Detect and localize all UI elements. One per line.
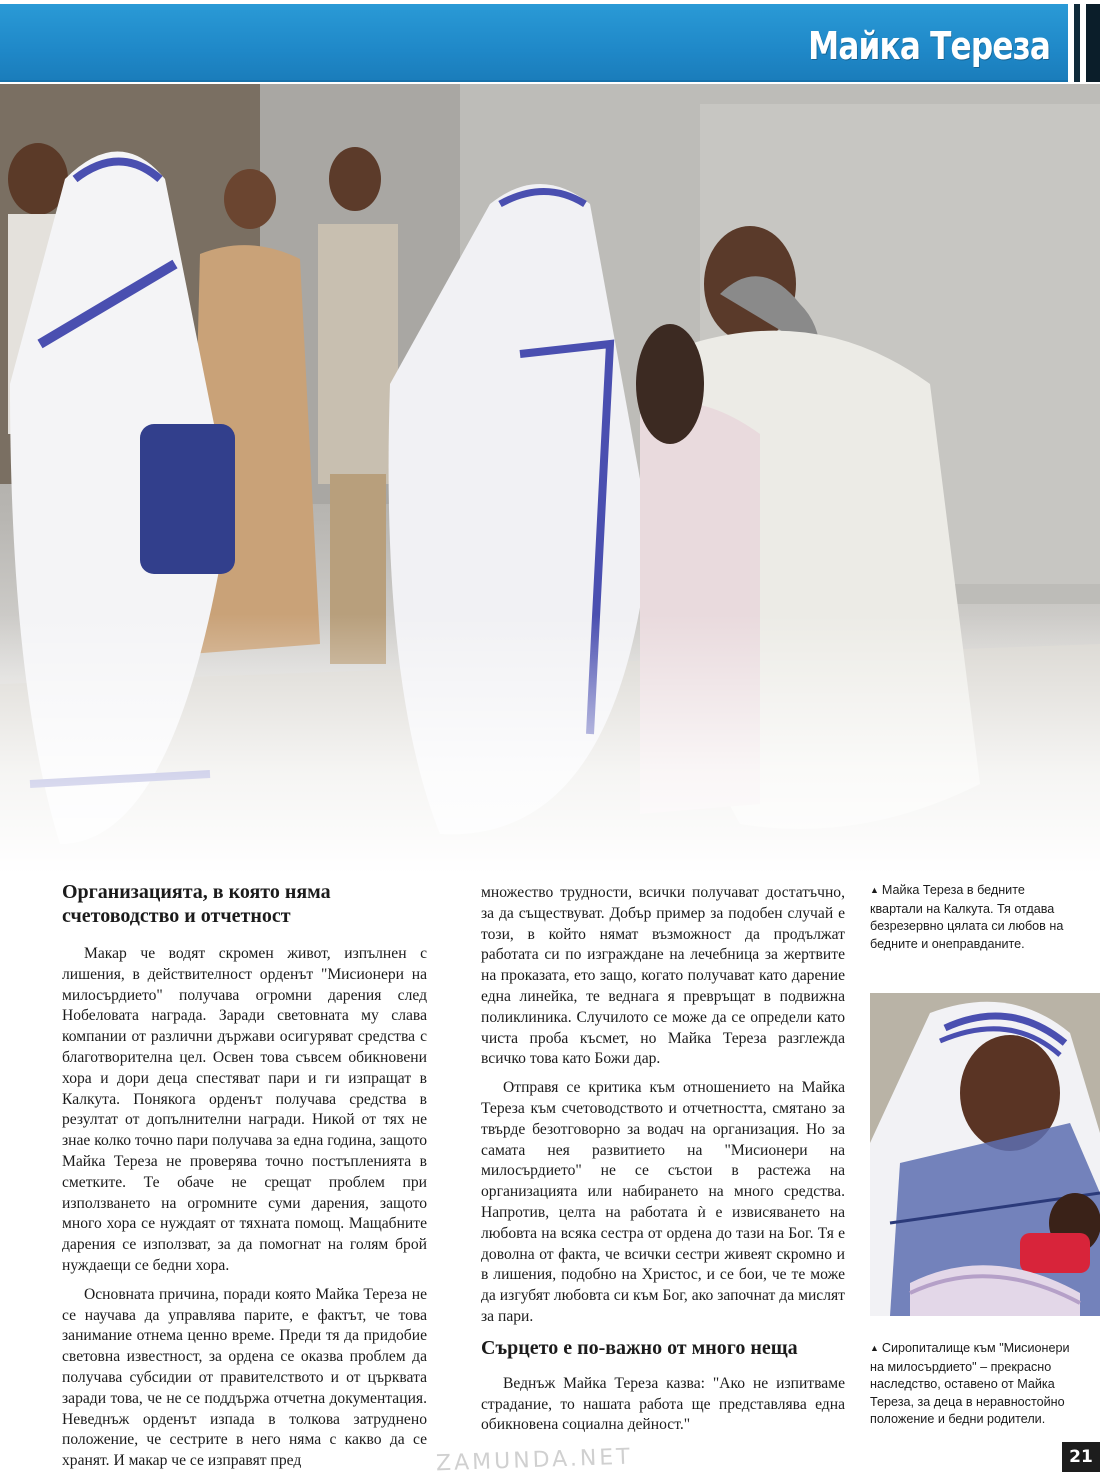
caption-text: Майка Тереза в бедните квартали на Калкута. Тя отдава безрезервно цялата си любов на бедните и онеправданите. xyxy=(870,883,1064,951)
page-number: 21 xyxy=(1062,1442,1100,1472)
paragraph-continuation: множество трудности, всички получават достатъчно, за да съществуват. Добър пример за подобен случай е този, в който нямат възможност да продължат работата си по изграждане на лечебница за жертвите на проказата, ето защо, когато получават като дарение една линейка, те веднага я превръщат в подвижна поликлиника. Случилото се може да се определи като чиста проба късмет, но Майка Тереза разглежда всичко това като Божи дар. xyxy=(481,884,845,1068)
caption-marker-icon: ▲ xyxy=(870,1343,879,1353)
header-accent-stripe xyxy=(1074,4,1080,82)
page-title: Майка Тереза xyxy=(807,24,1050,68)
photo-caption-orphanage xyxy=(870,1340,1075,1429)
main-photo xyxy=(0,84,1100,874)
article-column-left xyxy=(62,880,427,1480)
paragraph: Основната причина, поради която Майка Тереза не се научава да управлява парите, е фактът, че това занимание отнема ценно време. Преди тя да придобие световна известност, за ордена се оказва проблем да получава субсидии от правителството и от църквата заради това, че не се поддържа отчетна документация. Неведнъж орденът изпада в толкова затруднено положение, че сестрите в него няма с какво да се хранят. И макар че се изправят пред xyxy=(62,1285,427,1470)
paragraph: Макар че водят скромен живот, изпълнен с лишения, в действителност орденът "Мисионери на милосърдието" получава огромни дарения след Нобеловата награда. Заради световната му слава компании от различни държави осигуряват средства с благотворителна цел. Освен това съвсем обикновени хора и дори деца спестяват пари и ги изпращат в Калкута. Понякога орденът получава средства в резултат от допълнителни награди. Никой от тях не знае колко точно пари получава за една година, защото Майка Тереза не проверява точно постъпленията в сметките. Те обаче не срещат проблем при използването на огромните суми дарения, защото много хора се нуждаят от тяхната помощ. Мащабните дарения се използват, за да помогнат на голям брой нуждаещи се бедни хора. xyxy=(62,945,427,1274)
orphanage-photo xyxy=(870,993,1100,1316)
article-heading-1: Организацията, в която няма счетоводство и отчетност xyxy=(62,881,331,927)
paragraph: Отправя се критика към отношението на Майка Тереза към счетоводството и отчетността, смятано за твърде безотговорно за водач на организация. Но за самата нея развитието на "Мисионери на милосърдието" не се състои в растежа на организацията или набирането на много средства. Напротив, целта на работата ѝ е извисяването на любовта на всяка сестра от ордена до тази на Бог. Тя е доволна от факта, че всички сестри живеят скромно и в лишения, подобно на Христос, и се бои, че те може да изгубят любовта си към Бог, ако започнат да мислят за пари. xyxy=(481,1079,845,1325)
paragraph: Веднъж Майка Тереза казва: "Ако не изпитваме страдание, то нашата работа ще представлява една обикновена социална дейност." xyxy=(481,1374,845,1434)
caption-marker-icon: ▲ xyxy=(870,885,879,895)
photo-bottom-fade xyxy=(0,614,1100,874)
photo-caption-main xyxy=(870,882,1075,953)
header-accent-edge xyxy=(1086,4,1100,82)
article-column-middle xyxy=(481,883,845,1444)
caption-text: Сиропиталище към "Мисионери на милосърдието" – прекрасно наследство, оставено от Майка Тереза, за деца в неравностойно положение и бедни родители. xyxy=(870,1341,1070,1427)
article-heading-2: Сърцето е по-важно от много неща xyxy=(481,1336,798,1359)
orphanage-photo-illustration xyxy=(870,993,1100,1316)
watermark: ZAMUNDA.NET xyxy=(435,1444,634,1477)
